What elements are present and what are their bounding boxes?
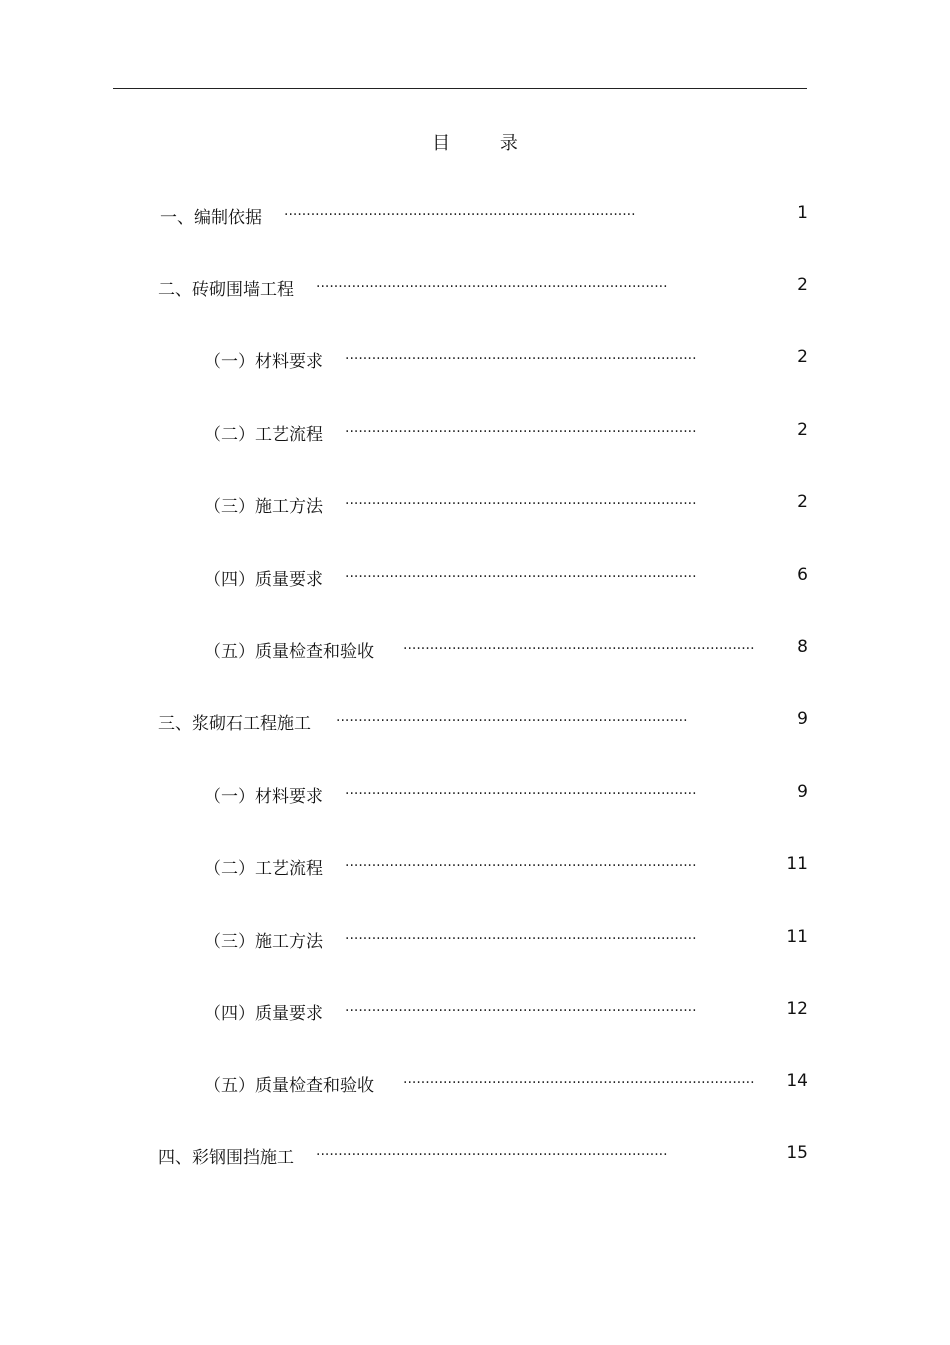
- toc-leader-dots: ...............................................................................: [284, 203, 636, 219]
- toc-entry-page: 8: [797, 637, 808, 657]
- toc-entry-page: 12: [786, 999, 808, 1019]
- toc-entry[interactable]: [0, 347, 950, 373]
- toc-entry-label: 二、砖砌围墙工程: [158, 280, 294, 300]
- toc-leader-dots: ...............................................................................: [403, 637, 755, 653]
- toc-entry-page: 2: [797, 492, 808, 512]
- toc-entry-label: （五）质量检查和验收: [204, 642, 374, 662]
- toc-entry-page: 6: [797, 565, 808, 585]
- toc-entry-page: 11: [786, 854, 808, 874]
- toc-entry-page: 2: [797, 420, 808, 440]
- toc-entry[interactable]: [0, 1071, 950, 1097]
- toc-entry[interactable]: [0, 1143, 950, 1169]
- toc-entry[interactable]: [0, 420, 950, 446]
- toc-entry[interactable]: [0, 275, 950, 301]
- toc-entry-page: 2: [797, 347, 808, 367]
- toc-entry-label: （二）工艺流程: [204, 425, 323, 445]
- toc-entry-page: 9: [797, 782, 808, 802]
- toc-entry-label: （一）材料要求: [204, 787, 323, 807]
- toc-leader-dots: ...............................................................................: [345, 565, 697, 581]
- toc-title: 目 录: [432, 133, 540, 154]
- toc-entry-label: （一）材料要求: [204, 352, 323, 372]
- toc-leader-dots: ...............................................................................: [345, 854, 697, 870]
- toc-leader-dots: ...............................................................................: [345, 782, 697, 798]
- toc-entry-label: （二）工艺流程: [204, 859, 323, 879]
- toc-leader-dots: ...............................................................................: [345, 999, 697, 1015]
- toc-leader-dots: ...............................................................................: [316, 275, 668, 291]
- toc-entry[interactable]: [0, 999, 950, 1025]
- toc-entry-label: （四）质量要求: [204, 570, 323, 590]
- toc-entry-page: 11: [786, 927, 808, 947]
- toc-entry-page: 2: [797, 275, 808, 295]
- toc-entry-page: 9: [797, 709, 808, 729]
- toc-leader-dots: ...............................................................................: [345, 347, 697, 363]
- toc-entry[interactable]: [0, 565, 950, 591]
- toc-entry[interactable]: [0, 709, 950, 735]
- toc-entry[interactable]: [0, 492, 950, 518]
- toc-entry-label: （三）施工方法: [204, 932, 323, 952]
- toc-entry[interactable]: [0, 203, 950, 229]
- toc-entry-page: 15: [786, 1143, 808, 1163]
- toc-entry-label: （三）施工方法: [204, 497, 323, 517]
- toc-leader-dots: ...............................................................................: [345, 492, 697, 508]
- toc-entry-label: （四）质量要求: [204, 1004, 323, 1024]
- toc-entry-page: 1: [797, 203, 808, 223]
- toc-entry[interactable]: [0, 927, 950, 953]
- toc-entry[interactable]: [0, 854, 950, 880]
- toc-entry-label: 三、浆砌石工程施工: [158, 714, 311, 734]
- toc-entry-label: 四、彩钢围挡施工: [158, 1148, 294, 1168]
- toc-leader-dots: ...............................................................................: [403, 1071, 755, 1087]
- toc-entry[interactable]: [0, 637, 950, 663]
- toc-entry-label: 一、编制依据: [160, 208, 262, 228]
- toc-leader-dots: ...............................................................................: [336, 709, 688, 725]
- toc-leader-dots: ...............................................................................: [316, 1143, 668, 1159]
- toc-entry-label: （五）质量检查和验收: [204, 1076, 374, 1096]
- toc-entry[interactable]: [0, 782, 950, 808]
- toc-leader-dots: ...............................................................................: [345, 927, 697, 943]
- toc-entry-page: 14: [786, 1071, 808, 1091]
- toc-leader-dots: ...............................................................................: [345, 420, 697, 436]
